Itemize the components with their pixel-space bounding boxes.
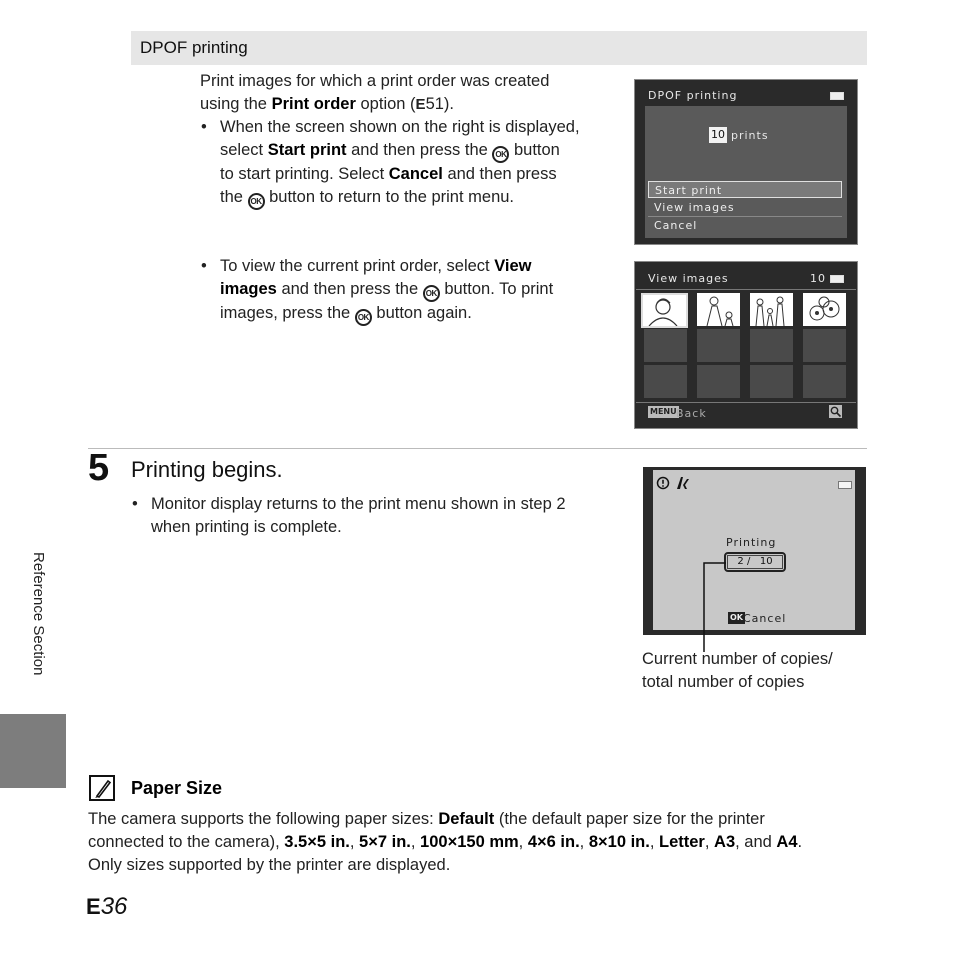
ok-key-icon: OK bbox=[730, 613, 743, 622]
note-separator: , bbox=[579, 833, 589, 851]
bullet-text: the bbox=[220, 188, 248, 206]
prints-count: 10 bbox=[711, 128, 725, 141]
back-label[interactable]: Back bbox=[676, 407, 707, 420]
intro-line-1: Print images for which a print order was created bbox=[200, 72, 550, 90]
step-heading: Printing begins. bbox=[131, 457, 283, 482]
intro-text: using the bbox=[200, 95, 272, 113]
bullet-line: Monitor display returns to the print menu shown in step 2 bbox=[151, 495, 566, 513]
side-tab-label: Reference Section bbox=[30, 552, 47, 676]
empty-thumbnail-slot bbox=[750, 329, 793, 362]
start-print-term: Start print bbox=[267, 141, 347, 159]
empty-thumbnail-slot bbox=[803, 365, 846, 398]
empty-thumbnail-slot bbox=[803, 329, 846, 362]
paper-size-term: 8×10 in. bbox=[588, 833, 650, 851]
e-reference-icon: E bbox=[415, 96, 426, 113]
bullet-view-images bbox=[201, 255, 620, 326]
default-size-term: Default bbox=[438, 810, 495, 828]
printing-status: Printing bbox=[726, 536, 777, 549]
battery-icon bbox=[830, 275, 844, 283]
note-separator: , and bbox=[735, 833, 777, 851]
ok-button-icon: OK bbox=[355, 309, 372, 326]
bullet-text: and then press bbox=[442, 165, 557, 183]
menu-item-start-print[interactable]: Start print bbox=[648, 181, 842, 198]
thumbnail[interactable] bbox=[750, 293, 793, 326]
note-text: (the default paper size for the printer bbox=[494, 810, 765, 828]
cancel-label[interactable]: Cancel bbox=[743, 612, 787, 625]
page-reference: 51 bbox=[425, 95, 444, 113]
screen-title: DPOF printing bbox=[648, 89, 738, 102]
image-count: 10 bbox=[810, 272, 826, 285]
bullet-glyph: • bbox=[201, 257, 207, 275]
note-separator: . bbox=[797, 833, 803, 851]
bullet-text: to start printing. Select bbox=[220, 165, 389, 183]
paper-size-term: Letter bbox=[659, 833, 705, 851]
empty-thumbnail-slot bbox=[644, 329, 687, 362]
bullet-text: images, press the bbox=[220, 304, 355, 322]
note-separator: , bbox=[649, 833, 660, 851]
paper-size-term: 4×6 in. bbox=[527, 833, 580, 851]
intro-text: option ( bbox=[355, 95, 416, 113]
empty-thumbnail-slot bbox=[697, 329, 740, 362]
bullet-line: When the screen shown on the right is displayed, bbox=[220, 118, 580, 136]
note-icon bbox=[89, 775, 115, 801]
callout-text bbox=[642, 648, 872, 694]
family-thumbnail-icon bbox=[750, 293, 793, 326]
bullet-text: and then press the bbox=[346, 141, 493, 159]
e-section-icon: E bbox=[86, 894, 101, 919]
note-text: The camera supports the following paper sizes: bbox=[88, 810, 439, 828]
footer-divider bbox=[636, 402, 856, 403]
battery-icon bbox=[830, 92, 844, 100]
paper-size-term: A4 bbox=[776, 833, 798, 851]
thumbnail[interactable] bbox=[803, 293, 846, 326]
pictbridge-logo-icon bbox=[675, 476, 691, 490]
bullet-line: when printing is complete. bbox=[151, 518, 342, 536]
empty-thumbnail-slot bbox=[750, 365, 793, 398]
note-body bbox=[88, 808, 878, 877]
thumbnail-selected[interactable] bbox=[641, 293, 688, 328]
pictbridge-icon bbox=[675, 476, 691, 495]
section-title: DPOF printing bbox=[140, 38, 248, 57]
cancel-term: Cancel bbox=[388, 165, 443, 183]
note-separator: , bbox=[410, 833, 421, 851]
thumbnail[interactable] bbox=[697, 293, 740, 326]
paper-size-term: 3.5×5 in. bbox=[284, 833, 350, 851]
exclamation-circle-icon bbox=[656, 476, 670, 490]
note-title: Paper Size bbox=[131, 778, 223, 798]
note-line: Only sizes supported by the printer are displayed. bbox=[88, 856, 451, 874]
empty-thumbnail-slot bbox=[644, 365, 687, 398]
callout-leader bbox=[700, 560, 730, 655]
bullet-text: and then press the bbox=[276, 280, 423, 298]
warning-icon bbox=[656, 476, 670, 495]
note-separator: , bbox=[704, 833, 715, 851]
bullet-text: select bbox=[220, 141, 268, 159]
step-divider bbox=[88, 448, 867, 449]
paper-size-term: 5×7 in. bbox=[359, 833, 411, 851]
pencil-icon bbox=[91, 777, 113, 799]
note-text: connected to the camera), bbox=[88, 833, 285, 851]
screen-title: View images bbox=[648, 272, 729, 285]
menu-item-cancel[interactable]: Cancel bbox=[654, 219, 698, 232]
zoom-icon bbox=[829, 405, 842, 418]
empty-thumbnail-slot bbox=[697, 365, 740, 398]
step-number: 5 bbox=[88, 447, 110, 489]
side-tab bbox=[0, 714, 66, 788]
callout-line: total number of copies bbox=[642, 673, 805, 691]
copy-counter: 2 / 10 bbox=[727, 555, 783, 569]
intro-paragraph bbox=[200, 70, 610, 116]
paper-size-term: A3 bbox=[714, 833, 736, 851]
print-order-term: Print order bbox=[271, 95, 356, 113]
portrait-thumbnail-icon bbox=[643, 295, 686, 326]
bullet-glyph: • bbox=[132, 495, 138, 513]
page-number bbox=[86, 893, 127, 921]
view-term: View bbox=[494, 257, 532, 275]
paper-size-term: 100×150 mm bbox=[420, 833, 519, 851]
menu-key-icon: MENU bbox=[650, 407, 677, 416]
person-thumbnail-icon bbox=[697, 293, 740, 326]
intro-text: ). bbox=[443, 95, 455, 113]
bullet-text: To view the current print order, select bbox=[220, 257, 495, 275]
flowers-thumbnail-icon bbox=[803, 293, 846, 326]
note-separator: , bbox=[518, 833, 528, 851]
bullet-start-print bbox=[201, 116, 620, 210]
header-divider bbox=[636, 289, 856, 290]
bullet-text: button bbox=[509, 141, 560, 159]
magnifier-icon bbox=[829, 405, 842, 418]
ok-button-icon: OK bbox=[492, 146, 509, 163]
bullet-text: button to return to the print menu. bbox=[264, 188, 515, 206]
page-number-value: 36 bbox=[100, 893, 128, 920]
callout-line: Current number of copies/ bbox=[642, 650, 833, 668]
battery-icon bbox=[838, 481, 852, 489]
note-separator: , bbox=[349, 833, 360, 851]
prints-unit: prints bbox=[731, 129, 769, 142]
bullet-glyph: • bbox=[201, 118, 207, 136]
menu-item-view-images[interactable]: View images bbox=[654, 201, 735, 214]
bullet-monitor-returns bbox=[132, 493, 621, 539]
ok-button-icon: OK bbox=[423, 285, 440, 302]
bullet-text: button again. bbox=[371, 304, 472, 322]
images-term: images bbox=[220, 280, 277, 298]
ok-button-icon: OK bbox=[248, 193, 265, 210]
bullet-text: button. To print bbox=[439, 280, 554, 298]
